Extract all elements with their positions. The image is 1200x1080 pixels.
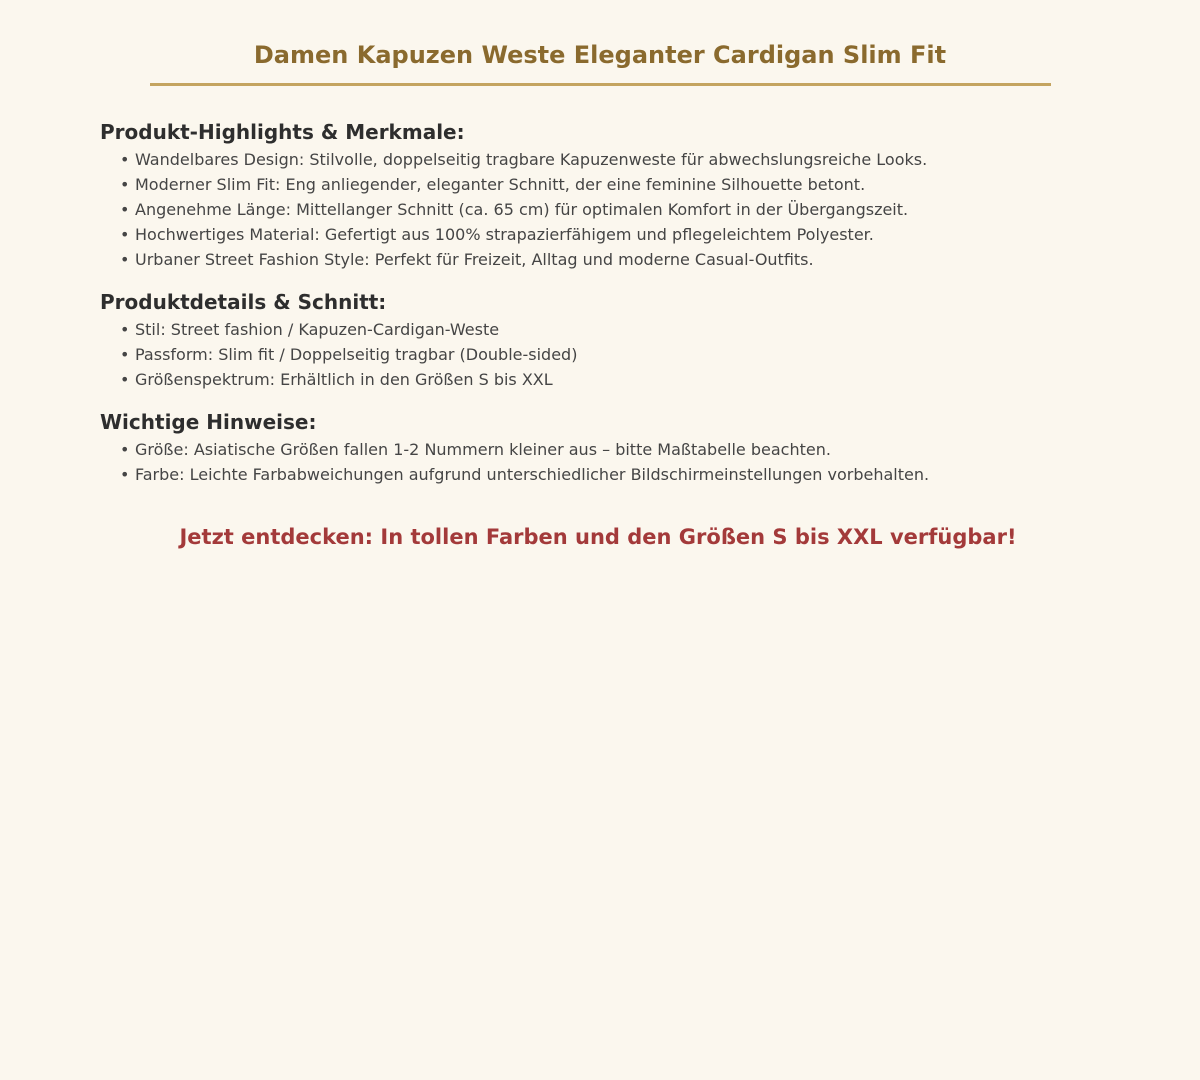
notes-list [100, 437, 1100, 487]
list-item-text: Wandelbares Design: Stilvolle, doppelseitig tragbare Kapuzenweste für abwechslungsreiche Looks. [135, 150, 928, 169]
section-heading-notes: Wichtige Hinweise: [100, 410, 317, 434]
list-item [100, 222, 1100, 247]
call-to-action: Jetzt entdecken: In tollen Farben und den Größen S bis XXL verfügbar! [179, 525, 1017, 549]
list-item [100, 437, 1100, 462]
list-item-text: Farbe: Leichte Farbabweichungen aufgrund unterschiedlicher Bildschirmeinstellungen vorbehalten. [135, 465, 930, 484]
list-item-text: Hochwertiges Material: Gefertigt aus 100% strapazierfähigem und pflegeleichtem Polyester. [135, 225, 874, 244]
title-divider [150, 83, 1051, 86]
list-item-text: Stil: Street fashion / Kapuzen-Cardigan-Weste [135, 320, 500, 339]
section-heading-details: Produktdetails & Schnitt: [100, 290, 387, 314]
list-item [100, 172, 1100, 197]
bullet-icon: • [120, 200, 130, 219]
bullet-icon: • [120, 345, 130, 364]
section-heading-highlights: Produkt-Highlights & Merkmale: [100, 120, 465, 144]
bullet-icon: • [120, 250, 130, 269]
page-title: Damen Kapuzen Weste Eleganter Cardigan Slim Fit [253, 41, 947, 69]
list-item-text: Angenehme Länge: Mittellanger Schnitt (ca. 65 cm) für optimalen Komfort in der Übergangszeit. [135, 200, 909, 219]
list-item-text: Passform: Slim fit / Doppelseitig tragbar (Double-sided) [135, 345, 578, 364]
list-item-text: Moderner Slim Fit: Eng anliegender, eleganter Schnitt, der eine feminine Silhouette betont. [135, 175, 866, 194]
list-item-text: Größe: Asiatische Größen fallen 1-2 Nummern kleiner aus – bitte Maßtabelle beachten. [135, 440, 831, 459]
list-item [100, 317, 1100, 342]
description-content [100, 117, 1100, 502]
list-item [100, 147, 1100, 172]
bullet-icon: • [120, 440, 130, 459]
details-list [100, 317, 1100, 392]
bullet-icon: • [120, 225, 130, 244]
highlights-list [100, 147, 1100, 272]
bullet-icon: • [120, 370, 130, 389]
list-item [100, 342, 1100, 367]
list-item [100, 247, 1100, 272]
bullet-icon: • [120, 465, 130, 484]
bullet-icon: • [120, 175, 130, 194]
list-item [100, 367, 1100, 392]
list-item [100, 462, 1100, 487]
bullet-icon: • [120, 150, 130, 169]
list-item [100, 197, 1100, 222]
bullet-icon: • [120, 320, 130, 339]
list-item-text: Urbaner Street Fashion Style: Perfekt für Freizeit, Alltag und moderne Casual-Outfits. [135, 250, 814, 269]
list-item-text: Größenspektrum: Erhältlich in den Größen S bis XXL [135, 370, 553, 389]
